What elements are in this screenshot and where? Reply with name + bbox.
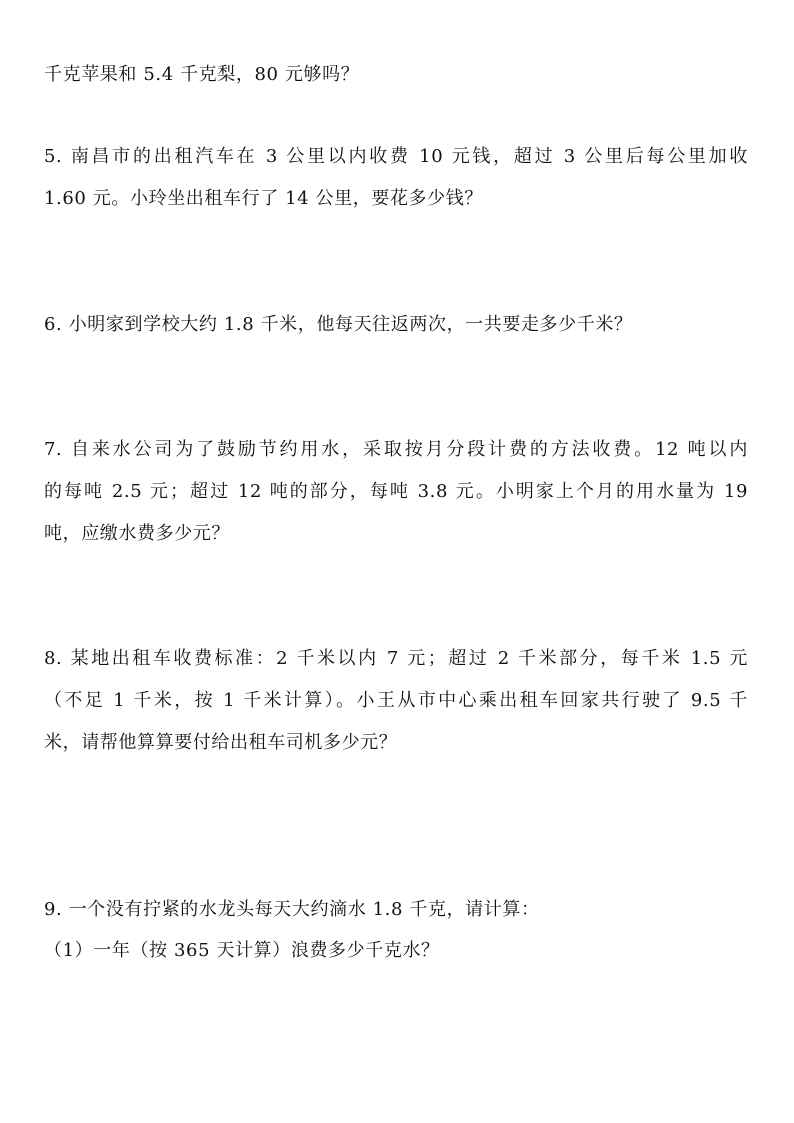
problem-7-line-3: 吨，应缴水费多少元？ bbox=[44, 523, 230, 544]
problem-8-line-3: 米，请帮他算算要付给出租车司机多少元？ bbox=[44, 732, 398, 753]
problem-4-continuation-line: 千克苹果和 5.4 千克梨，80 元够吗？ bbox=[44, 64, 360, 85]
problem-6-line-1: 6. 小明家到学校大约 1.8 千米，他每天往返两次，一共要走多少千米？ bbox=[44, 314, 633, 335]
problem-7-line-1: 7. 自来水公司为了鼓励节约用水，采取按月分段计费的方法收费。12 吨以内 bbox=[44, 439, 748, 460]
problem-8-line-1: 8. 某地出租车收费标准：2 千米以内 7 元；超过 2 千米部分，每千米 1.5 元 bbox=[44, 648, 748, 669]
problem-5-line-1: 5. 南昌市的出租汽车在 3 公里以内收费 10 元钱，超过 3 公里后每公里加收 bbox=[44, 146, 748, 167]
problem-9-subquestion-1: （1）一年（按 365 天计算）浪费多少千克水？ bbox=[44, 940, 440, 961]
problem-5-line-2: 1.60 元。小玲坐出租车行了 14 公里，要花多少钱？ bbox=[44, 188, 483, 209]
problem-9-line-1: 9. 一个没有拧紧的水龙头每天大约滴水 1.8 千克，请计算： bbox=[44, 899, 540, 920]
problem-7-line-2: 的每吨 2.5 元；超过 12 吨的部分，每吨 3.8 元。小明家上个月的用水量为 19 bbox=[44, 481, 748, 502]
problem-8-line-2: （不足 1 千米，按 1 千米计算）。小王从市中心乘出租车回家共行驶了 9.5 千 bbox=[44, 690, 748, 711]
